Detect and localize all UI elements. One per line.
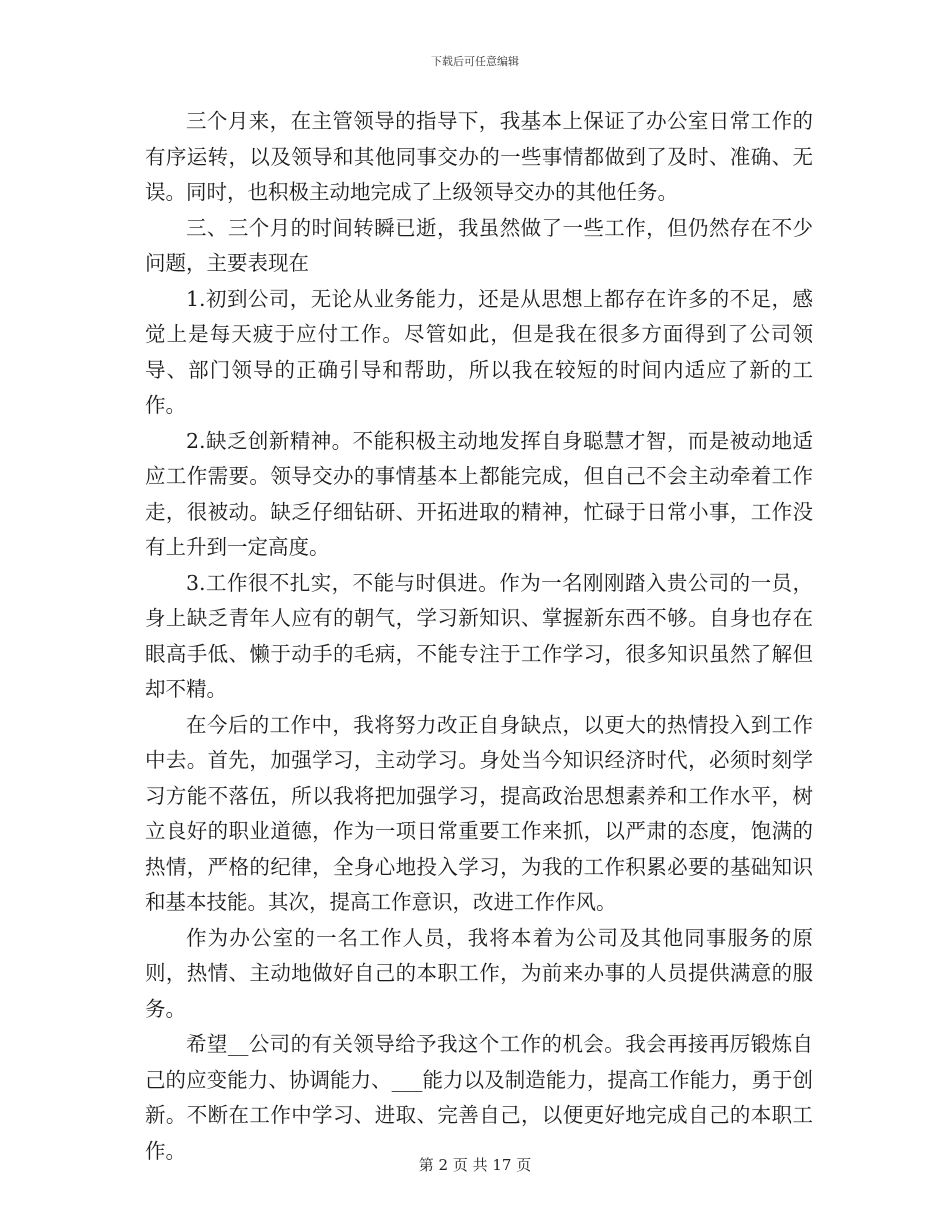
paragraph: 三、三个月的时间转瞬已逝，我虽然做了一些工作，但仍然存在不少问题，主要表现在 [145, 215, 813, 275]
paragraph: 在今后的工作中，我将努力改正自身缺点，以更大的热情投入到工作中去。首先，加强学习，主动学习。身处当今知识经济时代，必须时刻学习方能不落伍，所以我将把加强学习，提高政治思想素养和工作水平，树立良好的职业道德，作为一项日常重要工作来抓，以严肃的态度，饱满的热情，严格的纪律，全身心地投入学习，为我的工作积累必要的基础知识和基本技能。其次，提高工作意识，改进工作作风。 [145, 712, 813, 914]
paragraph: 3.工作很不扎实，不能与时俱进。作为一名刚刚踏入贵公司的一员，身上缺乏青年人应有的朝气，学习新知识、掌握新东西不够。自身也存在眼高手低、懒于动手的毛病，不能专注于工作学习，很多知识虽然了解但却不精。 [145, 570, 813, 701]
paragraph: 三个月来，在主管领导的指导下，我基本上保证了办公室日常工作的有序运转，以及领导和其他同事交办的一些事情都做到了及时、准确、无误。同时，也积极主动地完成了上级领导交办的其他任务。 [145, 109, 813, 204]
paragraph: 作为办公室的一名工作人员，我将本着为公司及其他同事服务的原则，热情、主动地做好自己的本职工作，为前来办事的人员提供满意的服务。 [145, 925, 813, 1021]
paragraph: 1.初到公司，无论从业务能力，还是从思想上都存在许多的不足，感觉上是每天疲于应付工作。尽管如此，但是我在很多方面得到了公司领导、部门领导的正确引导和帮助，所以我在较短的时间内适应了新的工作。 [145, 286, 813, 417]
page-header-note: 下载后可任意编辑 [431, 55, 519, 68]
paragraph: 2.缺乏创新精神。不能积极主动地发挥自身聪慧才智，而是被动地适应工作需要。领导交办的事情基本上都能完成，但自己不会主动牵着工作走，很被动。缺乏仔细钻研、开拓进取的精神，忙碌于日常小事，工作没有上升到一定高度。 [145, 428, 813, 559]
document-body [145, 104, 813, 1169]
page-number: 第 2 页 共 17 页 [418, 1156, 532, 1174]
paragraph: 希望__公司的有关领导给予我这个工作的机会。我会再接再厉锻炼自己的应变能力、协调能力、___能力以及制造能力，提高工作能力，勇于创新。不断在工作中学习、进取、完善自己，以便更好地完成自己的本职工作。 [145, 1032, 813, 1163]
